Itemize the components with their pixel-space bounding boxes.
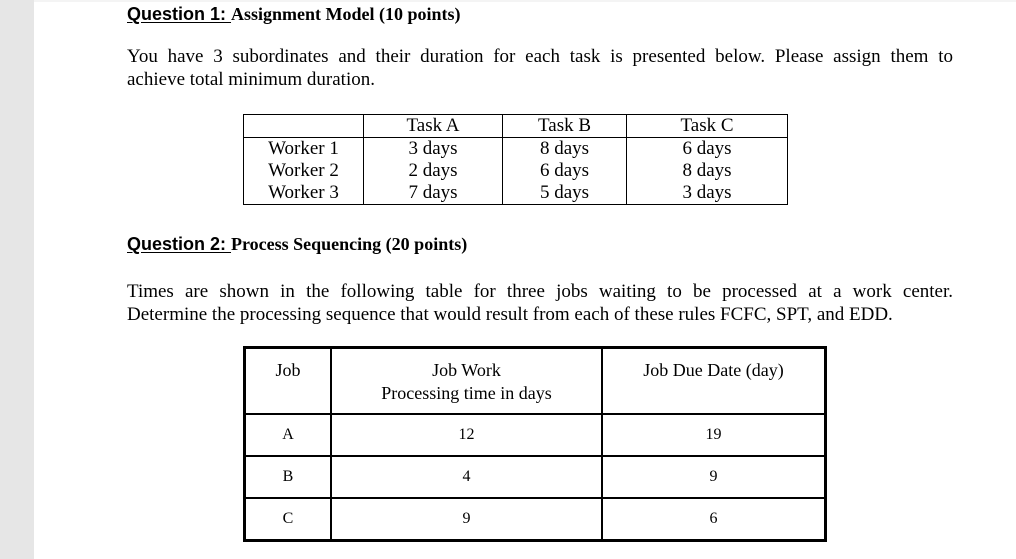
job-id: C [245, 498, 332, 541]
jobs-header-processing-line-1: Job Work [432, 360, 501, 380]
jobs-header-row [245, 348, 826, 414]
duration-cell: 3 days [627, 182, 788, 205]
q2-label: Question 2: [127, 234, 232, 254]
assignment-header-task-b: Task B [503, 115, 627, 138]
assignment-header-task-c: Task C [627, 115, 788, 138]
job-due-date: 9 [602, 456, 826, 498]
worker-name: Worker 3 [244, 182, 364, 205]
duration-cell: 2 days [364, 160, 503, 182]
job-due-date: 19 [602, 414, 826, 456]
q2-heading [127, 233, 467, 255]
q1-label: Question 1: [127, 4, 232, 24]
job-processing-time: 9 [331, 498, 602, 541]
q1-instructions [127, 45, 953, 91]
job-processing-time: 12 [331, 414, 602, 456]
jobs-header-processing-time [331, 348, 602, 414]
duration-cell: 5 days [503, 182, 627, 205]
assignment-header-task-a: Task A [364, 115, 503, 138]
job-due-date: 6 [602, 498, 826, 541]
jobs-header-job: Job [245, 348, 332, 414]
table-row [245, 456, 826, 498]
assignment-table [243, 114, 788, 205]
page-top-edge [34, 0, 1016, 2]
q2-instructions-line-1: Times are shown in the following table for three jobs waiting to be processed at a work center. [127, 281, 953, 302]
table-row [245, 498, 826, 541]
assignment-header-row [244, 115, 788, 138]
duration-cell: 8 days [627, 160, 788, 182]
duration-cell: 8 days [503, 138, 627, 161]
viewer-gutter [0, 0, 34, 559]
q2-instructions-line-2: Determine the processing sequence that would result from each of these rules FCFC, SPT, and EDD. [127, 304, 893, 325]
assignment-row [244, 138, 788, 161]
duration-cell: 7 days [364, 182, 503, 205]
assignment-header-corner [244, 115, 364, 138]
assignment-row [244, 160, 788, 182]
duration-cell: 6 days [627, 138, 788, 161]
duration-cell: 6 days [503, 160, 627, 182]
table-row [245, 414, 826, 456]
q2-title: Process Sequencing (20 points) [231, 234, 468, 254]
q1-instructions-line-1: You have 3 subordinates and their duration for each task is presented below. Please assign them to [127, 46, 953, 67]
job-processing-time: 4 [331, 456, 602, 498]
job-id: B [245, 456, 332, 498]
worker-name: Worker 1 [244, 138, 364, 161]
q2-instructions [127, 280, 953, 326]
duration-cell: 3 days [364, 138, 503, 161]
jobs-table [243, 346, 827, 542]
q1-heading [127, 3, 461, 25]
q1-title: Assignment Model (10 points) [231, 4, 461, 24]
worker-name: Worker 2 [244, 160, 364, 182]
jobs-header-due-date: Job Due Date (day) [602, 348, 826, 414]
job-id: A [245, 414, 332, 456]
q1-instructions-line-2: achieve total minimum duration. [127, 69, 375, 90]
assignment-row [244, 182, 788, 205]
jobs-header-processing-line-2: Processing time in days [381, 383, 552, 403]
